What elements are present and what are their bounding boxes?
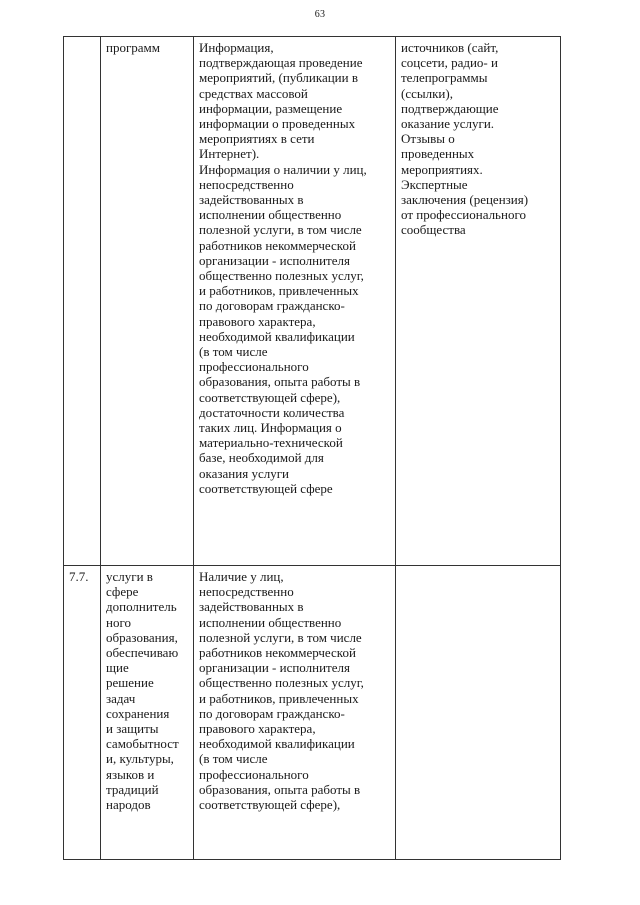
table-row <box>64 566 561 860</box>
text-line: решение <box>106 675 154 691</box>
text-line: Наличие у лиц, <box>199 569 284 584</box>
text-line: правового характера, <box>199 721 316 737</box>
text-line: непосредственно <box>199 176 294 192</box>
text-line: задействованных в <box>199 192 304 208</box>
text-line: сфере <box>106 584 139 600</box>
text-line: заключения (рецензия) <box>401 192 529 208</box>
text-line: дополнитель <box>106 599 177 615</box>
text-line: телепрограммы <box>401 70 488 86</box>
text-line: образования, опыта работы в <box>199 374 361 390</box>
criteria-table <box>63 36 561 860</box>
text-line: оказания услуги <box>199 465 289 481</box>
text-line: сообщества <box>401 222 466 238</box>
text-line: профессионального <box>199 359 309 375</box>
page-number: 63 <box>314 9 326 20</box>
text-line: подтверждающая проведение <box>199 55 363 71</box>
text-line: обеспечиваю <box>106 645 179 661</box>
text-line: ного <box>106 614 131 630</box>
text-line: и работников, привлеченных <box>199 283 359 299</box>
text-line: исполнении общественно <box>199 614 342 630</box>
information-cell <box>194 37 396 566</box>
table-row <box>64 37 561 566</box>
text-line: образования, <box>106 629 178 645</box>
text-line: задач <box>106 690 136 706</box>
text-line: работников некоммерческой <box>199 645 356 661</box>
text-line: по договорам гражданско- <box>199 298 345 314</box>
text-line: соответствующей сфере <box>199 480 333 496</box>
text-line: оказание услуги. <box>401 116 495 132</box>
text-line: правового характера, <box>199 313 316 329</box>
text-line: соответствующей сфере), <box>199 389 341 405</box>
text-line: профессионального <box>199 766 309 782</box>
text-line: организации - исполнителя <box>199 252 350 268</box>
text-line: базе, необходимой для <box>199 450 324 466</box>
service-cell <box>101 37 194 566</box>
text-line: необходимой квалификации <box>199 736 355 752</box>
text-line: Информация о наличии у лиц, <box>199 161 367 177</box>
text-line: полезной услуги, в том числе <box>199 629 362 645</box>
text-line: сохранения <box>106 705 170 721</box>
text-line: общественно полезных услуг, <box>199 268 364 284</box>
text-line: соответствующей сфере), <box>199 797 341 813</box>
text-line: программ <box>106 40 161 55</box>
text-line: достаточности количества <box>199 404 345 420</box>
text-line: Экспертные <box>401 176 468 192</box>
text-line: материально-технической <box>199 435 343 451</box>
text-line: работников некоммерческой <box>199 237 356 253</box>
text-line: (в том числе <box>199 751 268 767</box>
text-line: непосредственно <box>199 584 294 600</box>
row-number-cell <box>64 37 101 566</box>
text-line: (ссылки), <box>401 85 453 101</box>
text-line: традиций <box>106 781 159 797</box>
text-line: задействованных в <box>199 599 304 615</box>
text-line: Информация, <box>199 40 274 55</box>
text-line: (в том числе <box>199 344 268 360</box>
text-line: информации, размещение <box>199 100 343 116</box>
source-cell <box>396 37 561 566</box>
text-line: самобытност <box>106 736 179 752</box>
text-line: средствах массовой <box>199 85 308 101</box>
text-line: соцсети, радио- и <box>401 55 498 71</box>
text-line: проведенных <box>401 146 475 162</box>
text-line: источников (сайт, <box>401 40 499 55</box>
text-line: языков и <box>106 766 155 782</box>
text-line: необходимой квалификации <box>199 328 355 344</box>
service-cell <box>101 566 194 860</box>
text-line: таких лиц. Информация о <box>199 420 342 436</box>
text-line: образования, опыта работы в <box>199 781 361 797</box>
text-line: общественно полезных услуг, <box>199 675 364 691</box>
source-cell <box>396 566 561 860</box>
text-line: полезной услуги, в том числе <box>199 222 362 238</box>
text-line: и, культуры, <box>106 751 174 767</box>
text-line: по договорам гражданско- <box>199 705 345 721</box>
text-line: народов <box>106 797 151 813</box>
text-line: и работников, привлеченных <box>199 690 359 706</box>
text-line: мероприятиях в сети <box>199 131 315 147</box>
text-line: информации о проведенных <box>199 116 356 132</box>
text-line: Интернет). <box>199 146 260 162</box>
text-line: и защиты <box>106 721 159 737</box>
text-line: Отзывы о <box>401 131 455 147</box>
text-line: услуги в <box>106 569 153 584</box>
text-line: мероприятиях. <box>401 161 483 177</box>
text-line: мероприятий, (публикации в <box>199 70 358 86</box>
text-line: от профессионального <box>401 207 526 223</box>
text-line: исполнении общественно <box>199 207 342 223</box>
text-line: щие <box>106 660 129 676</box>
row-number-cell: 7.7. <box>64 566 101 860</box>
information-cell <box>194 566 396 860</box>
text-line: подтверждающие <box>401 100 499 116</box>
text-line: организации - исполнителя <box>199 660 350 676</box>
